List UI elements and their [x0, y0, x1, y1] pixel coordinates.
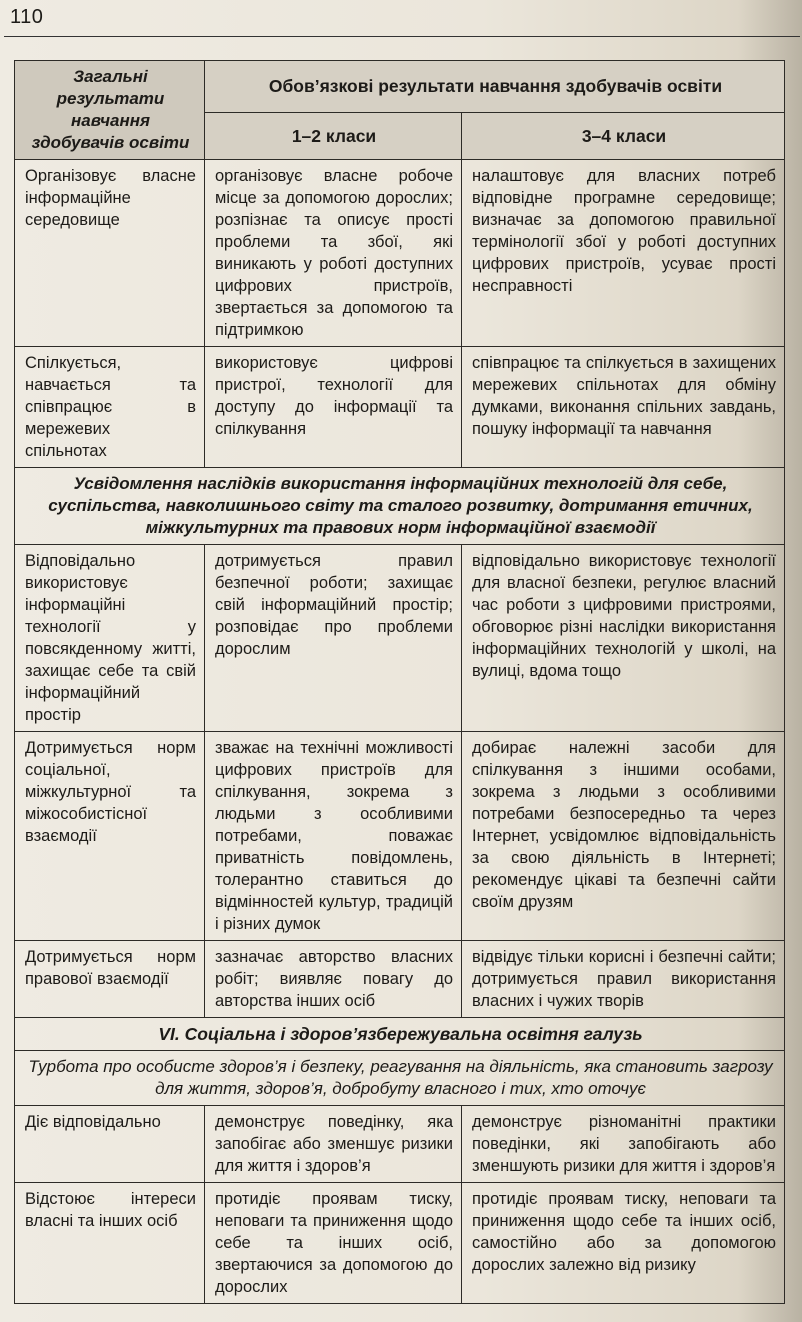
- table-row: [15, 732, 785, 941]
- subsection-row: [15, 468, 785, 545]
- grade-3-4-cell: налаштовує для власних потреб відповідне програмне середовище; визначає за допомогою правильної термінології збої у роботі доступних цифрових пристроїв, усуває прості несправності: [462, 160, 785, 347]
- general-result-cell: Дотримується норм соціальної, міжкультурної та міжособистісної взаємодії: [15, 732, 205, 941]
- grade-3-4-cell: добирає належні засоби для спілкування з іншими особами, зокрема з людьми з особливими потребами безпосередньо та через Інтернет, усвідомлює відповідальність за свою діяльність в Інтернеті; рекомендує цікаві та безпечні сайти своїм друзям: [462, 732, 785, 941]
- table-row: [15, 1183, 785, 1304]
- table-header-row: [15, 61, 785, 113]
- subsection-heading: Усвідомлення наслідків використання інформаційних технологій для себе, суспільства, навколишнього світу та сталого розвитку, дотримання етичних, міжкультурних та правових норм інформаційної взаємодії: [15, 468, 785, 545]
- grade-1-2-cell: дотримується правил безпечної роботи; захищає свій інформаційний простір; розповідає про проблеми дорослим: [205, 545, 462, 732]
- section-row: [15, 1018, 785, 1051]
- table-row: [15, 1106, 785, 1183]
- section-heading: VI. Соціальна і здоров’язбережувальна освітня галузь: [15, 1018, 785, 1051]
- grade-3-4-header: 3–4 класи: [462, 112, 785, 159]
- general-result-cell: Відстоює інтереси власні та інших осіб: [15, 1183, 205, 1304]
- grade-1-2-header: 1–2 класи: [205, 112, 462, 159]
- grade-1-2-cell: організовує власне робоче місце за допомогою дорослих; розпізнає та описує прості проблеми та збої, які виникають у роботі доступних цифрових пристроїв, звертається за допомогою та підтримкою: [205, 160, 462, 347]
- general-result-cell: Спілкується, навчається та співпрацює в мережевих спільнотах: [15, 347, 205, 468]
- general-result-cell: Діє відповідально: [15, 1106, 205, 1183]
- general-result-cell: Дотримується норм правової взаємодії: [15, 941, 205, 1018]
- curriculum-table: [14, 60, 785, 1304]
- grade-1-2-cell: використовує цифрові пристрої, технології для доступу до інформації та спілкування: [205, 347, 462, 468]
- grade-3-4-cell: протидіє проявам тиску, неповаги та приниження щодо себе та інших осіб, самостійно або за допомогою дорослих залежно від ризику: [462, 1183, 785, 1304]
- grade-3-4-cell: співпрацює та спілкується в захищених мережевих спільнотах для обміну думками, виконання спільних завдань, пошуку інформації та навчання: [462, 347, 785, 468]
- mandatory-results-header: Обов’язкові результати навчання здобувачів освіти: [205, 61, 785, 113]
- general-results-header: Загальні результати навчання здобувачів освіти: [15, 61, 205, 160]
- grade-1-2-cell: зважає на технічні можливості цифрових пристроїв для спілкування, зокрема з людьми з особливими потребами, поважає приватність повідомлень, толерантно ставиться до відмінностей культур, традицій і різних думок: [205, 732, 462, 941]
- table-row: [15, 347, 785, 468]
- general-result-cell: Відповідально використовує інформаційні технології у повсякденному житті, захищає себе та свій інформаційний простір: [15, 545, 205, 732]
- page-number: 110: [10, 6, 44, 28]
- table-row: [15, 941, 785, 1018]
- grade-1-2-cell: протидіє проявам тиску, неповаги та приниження щодо себе та інших осіб, звертаючися за допомогою до дорослих: [205, 1183, 462, 1304]
- table-row: [15, 160, 785, 347]
- subsection-row: [15, 1051, 785, 1106]
- grade-3-4-cell: відвідує тільки корисні і безпечні сайти; дотримується правил використання власних і чужих творів: [462, 941, 785, 1018]
- table-row: [15, 545, 785, 732]
- header-rule: [4, 36, 800, 37]
- subsection-heading: Турбота про особисте здоров’я і безпеку, реагування на діяльність, яка становить загрозу для життя, здоров’я, добробуту власного і тих, хто оточує: [15, 1051, 785, 1106]
- grade-1-2-cell: демонструє поведінку, яка запобігає або зменшує ризики для життя і здоров’я: [205, 1106, 462, 1183]
- grade-3-4-cell: демонструє різноманітні практики поведінки, які запобігають або зменшують ризики для життя і здоров’я: [462, 1106, 785, 1183]
- grade-3-4-cell: відповідально використовує технології для власної безпеки, регулює власний час роботи з цифровими пристроями, обговорює різні наслідки використання інформаційних технологій у школі, на вулиці, вдома тощо: [462, 545, 785, 732]
- general-result-cell: Організовує власне інформаційне середовище: [15, 160, 205, 347]
- grade-1-2-cell: зазначає авторство власних робіт; виявляє повагу до авторства інших осіб: [205, 941, 462, 1018]
